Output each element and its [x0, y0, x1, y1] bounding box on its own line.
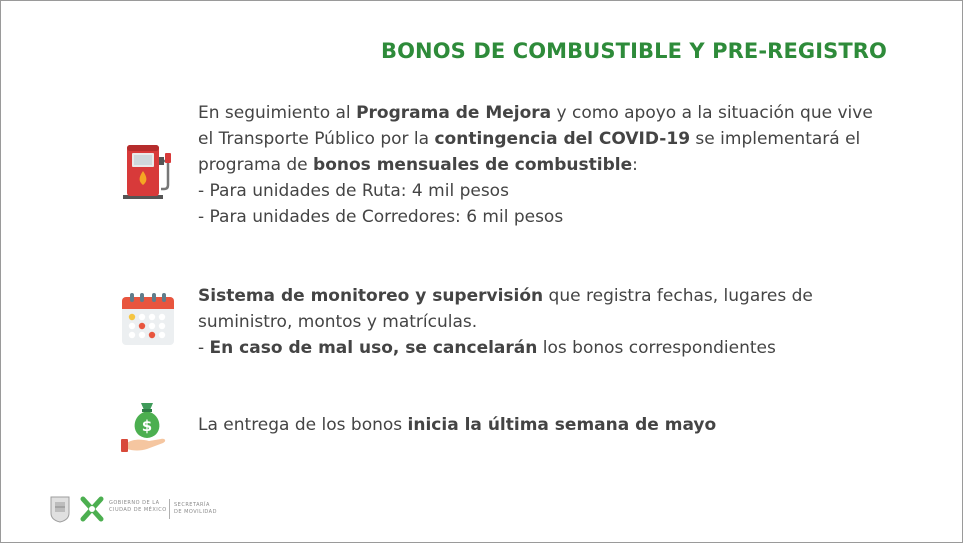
monitoring-text: Sistema de monitoreo y supervisión que registra fechas, lugares de suministro, montos y matrículas. - En caso de mal uso, se cancelarán los bonos correspondientes — [198, 286, 813, 358]
cdmx-logo — [79, 495, 105, 523]
secretariat-label: SECRETARÍA DE MOVILIDAD — [174, 502, 217, 515]
footer-divider — [169, 499, 170, 519]
money-bag-hand-icon — [119, 399, 175, 455]
government-label: GOBIERNO DE LA CIUDAD DE MÉXICO — [109, 500, 167, 513]
slide-title: BONOS DE COMBUSTIBLE Y PRE-REGISTRO — [381, 39, 888, 63]
coat-of-arms-logo — [49, 495, 71, 523]
delivery-text: La entrega de los bonos inicia la última semana de mayo — [198, 415, 717, 435]
fuel-bonus-text: En seguimiento al Programa de Mejora y como apoyo a la situación que vive el Transporte Público por la contingencia del COVID-19 se implementará el programa de bonos mensuales de combustible: - Para unidades de Ruta: 4 mil pesos - Para unidades de Corredores: 6 mil pesos — [198, 103, 873, 227]
svg-text:$: $ — [141, 417, 153, 435]
fuel-pump-icon — [121, 141, 177, 201]
calendar-icon — [119, 291, 177, 347]
